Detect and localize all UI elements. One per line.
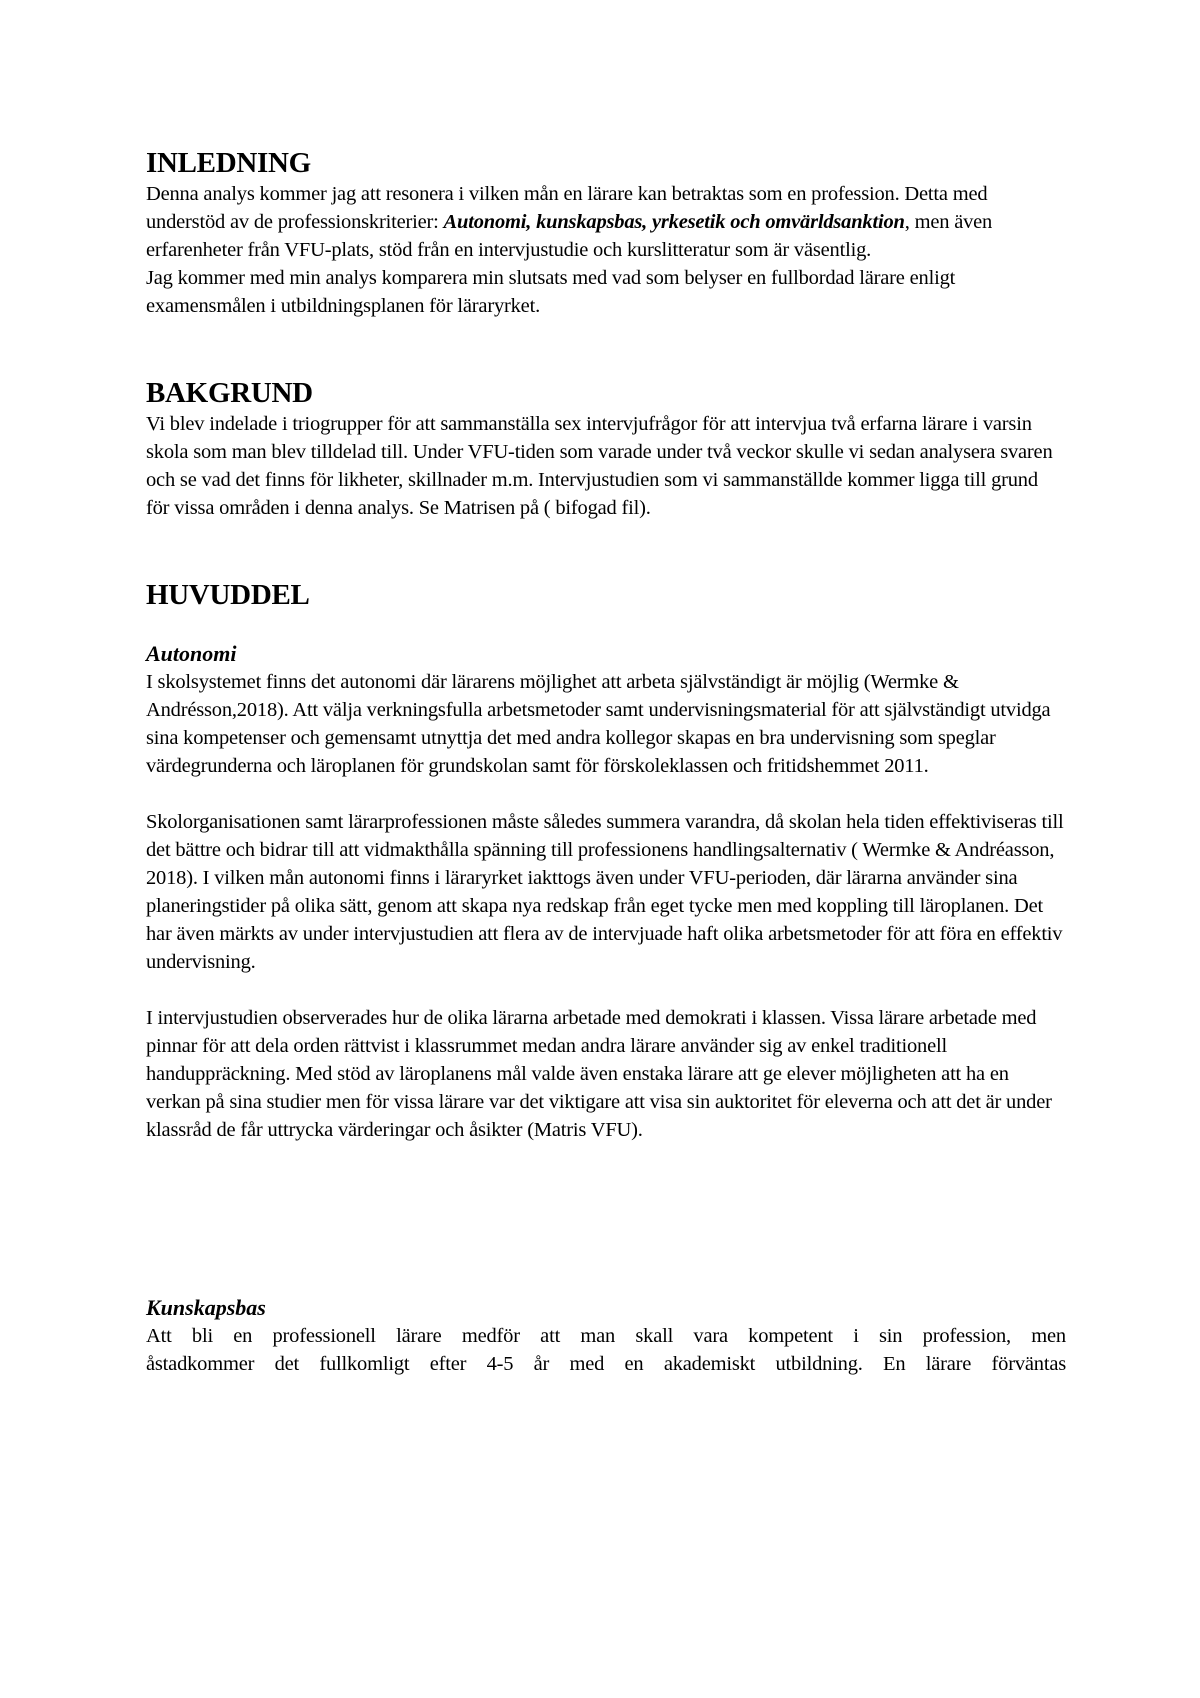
- large-spacer: [146, 1144, 1066, 1294]
- inledning-paragraph-2: Jag kommer med min analys komparera min slutsats med vad som belyser en fullbordad lärare enligt examensmålen i utbildningsplanen för läraryrket.: [146, 267, 956, 317]
- paragraph-spacer: [146, 976, 1066, 1004]
- paragraph-spacer: [146, 780, 1066, 808]
- heading-bakgrund: BAKGRUND: [146, 377, 313, 409]
- subheading-kunskapsbas: Kunskapsbas: [146, 1295, 266, 1320]
- subheading-autonomi: Autonomi: [146, 641, 237, 666]
- section-spacer: [146, 320, 1066, 376]
- heading-inledning: INLEDNING: [146, 147, 311, 179]
- subsection-spacer: [146, 612, 1066, 640]
- inledning-criteria-emphasis: Autonomi, kunskapsbas, yrkesetik och omvärldsanktion: [443, 211, 905, 233]
- section-spacer: [146, 522, 1066, 578]
- bakgrund-paragraph-1: Vi blev indelade i triogrupper för att sammanställa sex intervjufrågor för att intervjua två erfarna lärare i varsin skola som man blev tilldelad till. Under VFU-tiden som varade under två veckor skulle vi sedan analysera svaren och se vad det finns för likheter, skillnader m.m. Intervjustudien som vi sammanställde kommer ligga till grund för vissa områden i denna analys. Se Matrisen på ( bifogad fil).: [146, 413, 1053, 519]
- inledning-text-after: , men även erfarenheter från VFU-plats, stöd från en intervjustudie och kurslitteratur som är väsentlig.: [146, 211, 993, 261]
- kunskapsbas-line-2: åstadkommer det fullkomligt efter 4-5 år med en akademiskt utbildning. En lärare förväntas: [146, 1353, 1066, 1375]
- document-page: [146, 146, 1066, 1378]
- kunskapsbas-line-1: Att bli en professionell lärare medför att man skall vara kompetent i sin profession, men: [146, 1325, 1066, 1347]
- inledning-paragraph-1: [146, 180, 1066, 264]
- heading-huvuddel: HUVUDDEL: [146, 579, 310, 611]
- inledning-text-before: Denna analys kommer jag att resonera i vilken mån en lärare kan betraktas som en profession. Detta med understöd av de professionskriterier:: [146, 183, 988, 233]
- autonomi-paragraph-1: I skolsystemet finns det autonomi där lärarens möjlighet att arbeta självständigt är möjlig (Wermke & Andrésson,2018). Att välja verkningsfulla arbetsmetoder samt undervisningsmaterial för att självständigt utvidga sina kompetenser och gemensamt utnyttja det med andra kollegor skapas en bra undervisning som speglar värdegrunderna och läroplanen för grundskolan samt för förskoleklassen och fritidshemmet 2011.: [146, 671, 1051, 777]
- autonomi-paragraph-3: I intervjustudien observerades hur de olika lärarna arbetade med demokrati i klassen. Vissa lärare arbetade med pinnar för att dela orden rättvist i klassrummet medan andra lärare använder sig av enkel traditionell handuppräckning. Med stöd av läroplanens mål valde även enstaka lärare att ge elever möjligheten att ha en verkan på sina studier men för vissa lärare var det viktigare att visa sin auktoritet för eleverna och att det är under klassråd de får uttrycka värderingar och åsikter (Matris VFU).: [146, 1007, 1052, 1141]
- autonomi-paragraph-2: Skolorganisationen samt lärarprofessionen måste således summera varandra, då skolan hela tiden effektiviseras till det bättre och bidrar till att vidmakthålla spänning till professionens handlingsalternativ ( Wermke & Andréasson, 2018). I vilken mån autonomi finns i läraryrket iakttogs även under VFU-perioden, där lärarna använder sina planeringstider på olika sätt, genom att skapa nya redskap från eget tycke men med koppling till läroplanen. Det har även märkts av under intervjustudien att flera av de intervjuade haft olika arbetsmetoder för att föra en effektiv undervisning.: [146, 811, 1064, 973]
